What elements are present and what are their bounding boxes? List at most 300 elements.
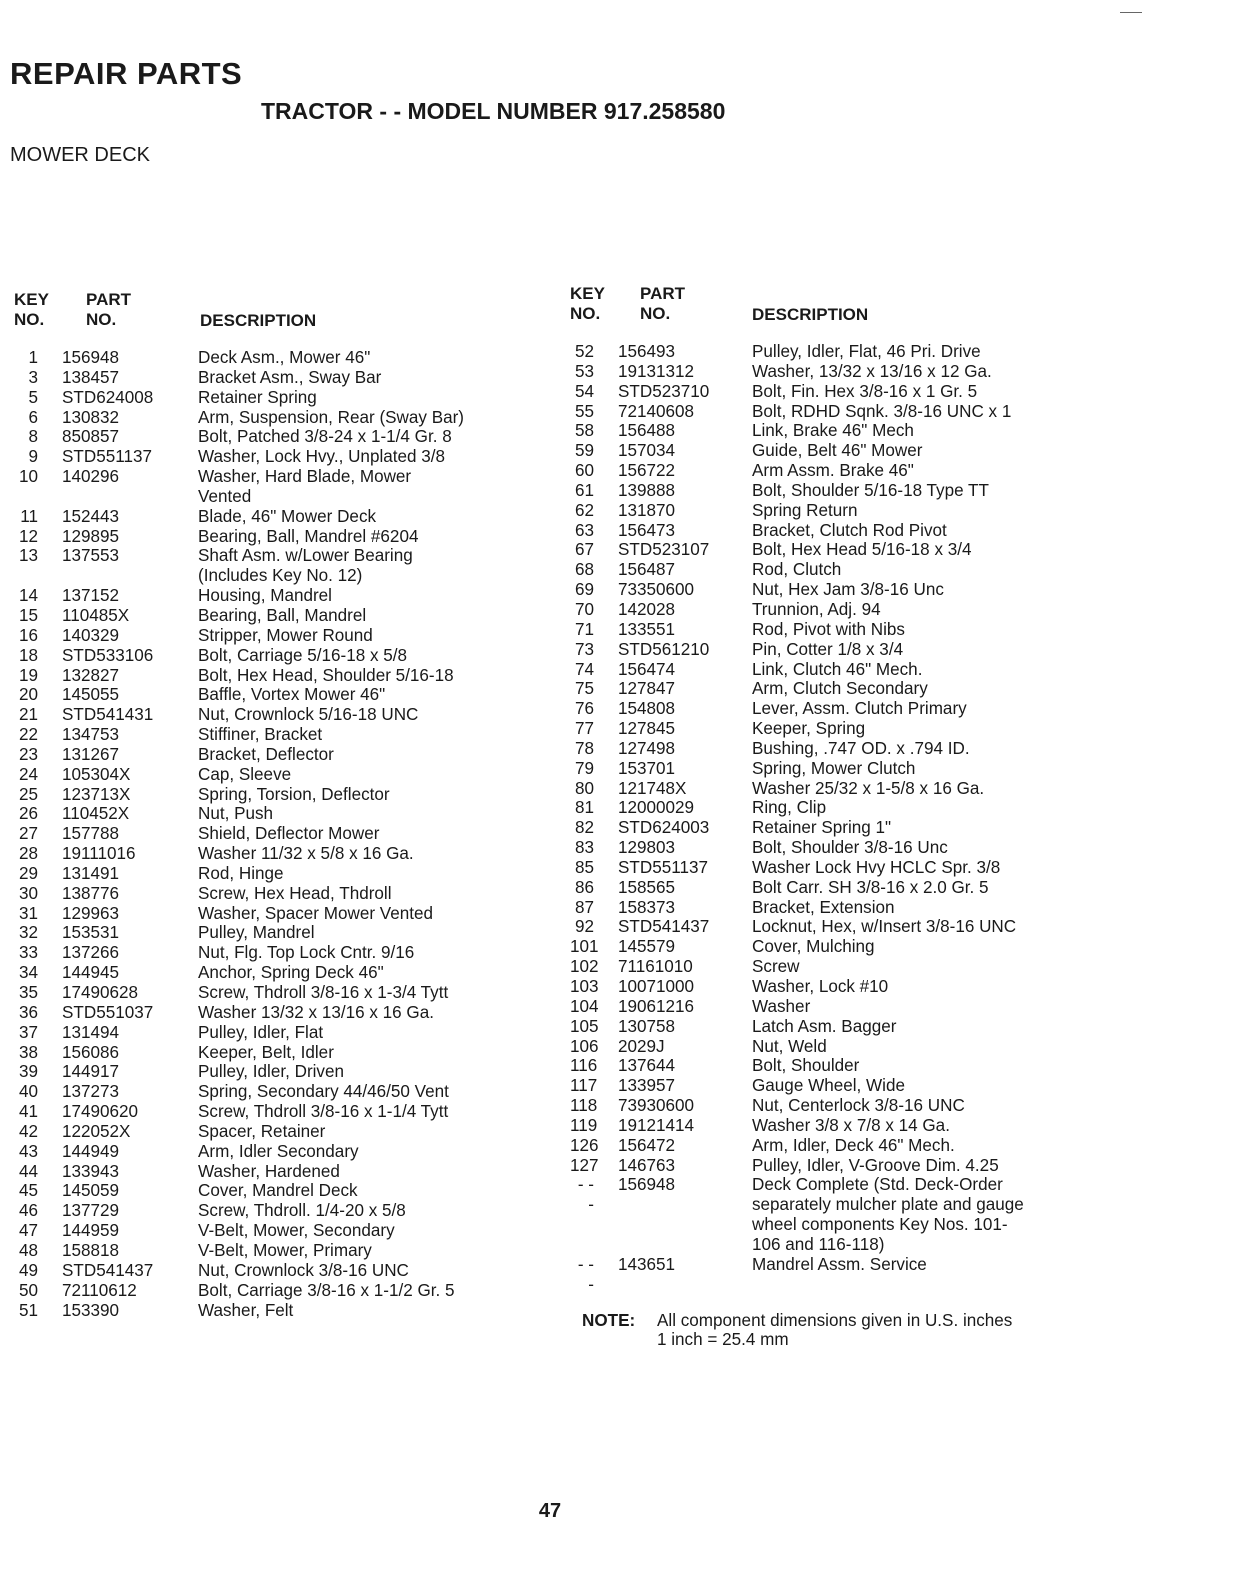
part-no: 154808 [618, 699, 676, 719]
key-no: 126 [570, 1135, 599, 1155]
part-row [14, 864, 574, 884]
key-no: 74 [574, 659, 594, 679]
part-no: 140329 [62, 625, 120, 645]
part-no: 2029J [618, 1036, 665, 1056]
part-description: Bearing, Ball, Mandrel [198, 605, 367, 625]
part-no: 73930600 [618, 1096, 695, 1116]
key-no: 62 [574, 500, 594, 520]
part-row [14, 1201, 574, 1221]
key-no: 58 [574, 421, 594, 441]
part-no: 156948 [618, 1175, 676, 1195]
part-no: 122052X [62, 1121, 131, 1141]
part-description: Latch Asm. Bagger [752, 1016, 897, 1036]
part-description: Spring, Secondary 44/46/50 Vent [198, 1082, 449, 1102]
part-description: Screw, Thdroll 3/8-16 x 1-3/4 Tytt [198, 983, 449, 1002]
key-no: 106 [570, 1036, 599, 1056]
part-no: STD561210 [618, 639, 710, 659]
part-row [570, 402, 1130, 422]
part-row [570, 997, 1130, 1017]
part-no: 158565 [618, 877, 676, 897]
part-row [570, 1136, 1130, 1156]
part-row [570, 898, 1130, 918]
key-no: 30 [18, 883, 38, 903]
part-row [570, 560, 1130, 580]
part-description: Arm Assm. Brake 46" [752, 461, 914, 481]
part-description: Trunnion, Adj. 94 [752, 599, 881, 619]
part-no: 73350600 [618, 580, 695, 600]
part-no: 17490620 [62, 1102, 139, 1122]
part-row [14, 1003, 574, 1023]
part-description: Bolt, Shoulder 3/8-16 Unc [752, 838, 948, 858]
part-no: 137152 [62, 586, 120, 606]
part-row [14, 1023, 574, 1043]
part-no: 129895 [62, 526, 120, 546]
part-row [570, 1175, 1130, 1254]
key-no: 13 [18, 546, 38, 566]
key-no: 31 [18, 903, 38, 923]
part-description: Link, Clutch 46" Mech. [752, 659, 923, 679]
key-no: 8 [28, 427, 38, 447]
key-no: 116 [570, 1056, 598, 1076]
part-row [570, 540, 1130, 560]
key-no: 23 [18, 744, 38, 764]
part-no: 157034 [618, 441, 676, 461]
key-no: 28 [18, 844, 38, 864]
part-description: Lever, Assm. Clutch Primary [752, 699, 967, 719]
part-row [14, 884, 574, 904]
key-no: 29 [18, 863, 38, 883]
part-description: Screw, Hex Head, Thdroll [198, 883, 392, 903]
part-no: 153390 [62, 1300, 120, 1320]
part-row [14, 408, 574, 428]
part-no: 10071000 [618, 977, 695, 996]
part-description: Screw, Thdroll. 1/4-20 x 5/8 [198, 1201, 406, 1221]
part-no: 12000029 [618, 798, 695, 818]
part-row [14, 785, 574, 805]
part-no: 133551 [618, 619, 676, 639]
part-no: 137553 [62, 546, 120, 566]
key-no: 33 [18, 943, 38, 963]
part-row [570, 382, 1130, 402]
part-description: Baffle, Vortex Mower 46" [198, 685, 386, 705]
part-description: Nut, Flg. Top Lock Cntr. 9/16 [198, 943, 415, 963]
part-no: 156474 [618, 659, 676, 679]
key-no: 20 [18, 685, 38, 705]
part-no: STD551137 [618, 857, 708, 877]
key-no: 12 [18, 526, 38, 546]
key-no-header-text: KEY NO. [570, 284, 605, 323]
part-row [570, 660, 1130, 680]
part-row [570, 679, 1130, 699]
key-no-header-text: KEY NO. [14, 290, 49, 329]
part-description: Stripper, Mower Round [198, 625, 373, 645]
part-row [14, 467, 574, 507]
part-description: Washer, 13/32 x 13/16 x 12 Ga. [752, 361, 992, 381]
page-number: 47 [538, 1500, 562, 1522]
part-row [14, 606, 574, 626]
part-description: Pulley, Idler, Flat, 46 Pri. Drive [752, 342, 981, 361]
part-no: 139888 [618, 480, 676, 500]
part-row [570, 620, 1130, 640]
part-no: 156472 [618, 1135, 676, 1155]
part-no: STD551137 [62, 447, 152, 467]
part-no: 132827 [62, 665, 120, 685]
key-no: 63 [574, 520, 594, 540]
part-no: 144917 [62, 1062, 120, 1082]
column-header [14, 290, 574, 348]
part-no: 19121414 [618, 1115, 695, 1135]
page-title: REPAIR PARTS [10, 56, 243, 91]
part-description: Bolt, RDHD Sqnk. 3/8-16 UNC x 1 [752, 401, 1012, 421]
part-description: Rod, Clutch [752, 560, 842, 580]
part-description: Spring Return [752, 500, 858, 520]
part-no: 137644 [618, 1056, 676, 1076]
key-no: 46 [18, 1201, 38, 1221]
part-description: Washer, Hard Blade, Mower Vented [198, 467, 412, 506]
parts-list-right [570, 342, 1130, 1295]
part-row [14, 963, 574, 983]
key-no: 37 [18, 1022, 38, 1042]
key-no: 48 [18, 1240, 38, 1260]
part-row [570, 461, 1130, 481]
part-description: Housing, Mandrel [198, 586, 332, 606]
key-no: 14 [18, 586, 38, 606]
part-description: Spacer, Retainer [198, 1121, 326, 1141]
part-row [14, 368, 574, 388]
part-row [14, 586, 574, 606]
part-no: 131267 [62, 744, 120, 764]
part-no: 156488 [618, 421, 676, 441]
part-row [570, 362, 1130, 382]
part-description: Keeper, Belt, Idler [198, 1042, 334, 1062]
part-row [14, 745, 574, 765]
key-no-header [14, 290, 49, 330]
part-row [14, 546, 574, 586]
key-no: 60 [574, 461, 594, 481]
part-row [14, 1062, 574, 1082]
part-description: Bolt, Carriage 5/16-18 x 5/8 [198, 645, 408, 665]
key-no: 42 [18, 1121, 38, 1141]
part-description: Washer 25/32 x 1-5/8 x 16 Ga. [752, 778, 985, 798]
part-row [570, 838, 1130, 858]
key-no: 5 [28, 387, 38, 407]
part-no: 156948 [62, 348, 120, 367]
part-no: 71161010 [618, 957, 693, 977]
part-no: 143651 [618, 1254, 676, 1274]
section-heading: MOWER DECK [10, 144, 150, 166]
key-no: 117 [570, 1076, 598, 1096]
part-description: Blade, 46" Mower Deck [198, 506, 377, 526]
key-no: 18 [18, 645, 38, 665]
part-row [570, 917, 1130, 937]
key-no: 103 [570, 977, 599, 996]
corner-mark [1120, 12, 1142, 13]
part-row [14, 983, 574, 1003]
part-no: 145579 [618, 937, 676, 957]
part-row [570, 1056, 1130, 1076]
part-row [570, 640, 1130, 660]
part-no: 145055 [62, 685, 120, 705]
part-no: 153701 [618, 758, 676, 778]
part-no: 137273 [62, 1082, 120, 1102]
part-row [570, 1255, 1130, 1295]
part-row [14, 1281, 574, 1301]
part-row [570, 957, 1130, 977]
key-no: 15 [18, 605, 38, 625]
part-no: 131870 [618, 500, 676, 520]
note [570, 1311, 1130, 1351]
part-row [570, 798, 1130, 818]
part-description: Bolt, Hex Head, Shoulder 5/16-18 [198, 665, 454, 685]
part-no: STD523107 [618, 540, 710, 560]
key-no: 44 [18, 1161, 38, 1181]
part-no-header-text: PART NO. [86, 290, 132, 329]
part-row [570, 779, 1130, 799]
part-description: Washer, Spacer Mower Vented [198, 903, 433, 923]
key-no: 34 [18, 963, 38, 983]
part-description: Bushing, .747 OD. x .794 ID. [752, 738, 970, 758]
part-description: Arm, Idler, Deck 46" Mech. [752, 1135, 955, 1155]
part-no: 130832 [62, 407, 120, 427]
part-row [14, 1261, 574, 1281]
part-row [14, 904, 574, 924]
part-no: 137729 [62, 1201, 120, 1221]
key-no: 19 [18, 665, 38, 685]
part-row [14, 1241, 574, 1261]
part-description: Nut, Crownlock 3/8-16 UNC [198, 1260, 409, 1280]
part-description: Washer [752, 996, 811, 1016]
part-no: STD541431 [62, 705, 154, 725]
part-no: 146763 [618, 1155, 676, 1175]
part-no: 153531 [62, 923, 120, 943]
part-description: Locknut, Hex, w/Insert 3/8-16 UNC [752, 917, 1017, 937]
part-no: 156473 [618, 520, 676, 540]
part-row [570, 441, 1130, 461]
key-no: 83 [574, 838, 594, 858]
part-description: Washer, Felt [198, 1300, 294, 1320]
part-row [570, 759, 1130, 779]
part-description: Bolt, Shoulder [752, 1056, 860, 1076]
part-description: Bracket, Extension [752, 897, 895, 917]
key-no: 1 [28, 348, 38, 367]
key-no: 118 [570, 1096, 598, 1116]
key-no: 79 [574, 758, 594, 778]
key-no: 16 [18, 625, 38, 645]
key-no: 73 [574, 639, 594, 659]
part-no: 72140608 [618, 401, 695, 421]
key-no: 55 [574, 401, 594, 421]
part-row [14, 646, 574, 666]
key-no: 3 [28, 367, 38, 387]
key-no: 11 [20, 506, 38, 526]
part-no: 157788 [62, 824, 120, 844]
part-description: Washer 3/8 x 7/8 x 14 Ga. [752, 1115, 950, 1135]
part-description: Bracket Asm., Sway Bar [198, 367, 382, 387]
part-row [14, 1142, 574, 1162]
part-row [14, 1122, 574, 1142]
part-no: 17490628 [62, 983, 139, 1002]
key-no: 36 [18, 1002, 38, 1022]
key-no: 22 [18, 725, 38, 745]
key-no-header [570, 284, 605, 324]
part-no: STD533106 [62, 645, 154, 665]
part-description: Bearing, Ball, Mandrel #6204 [198, 526, 419, 546]
key-no: 87 [574, 897, 594, 917]
part-row [14, 507, 574, 527]
part-no: 121748X [618, 778, 687, 798]
part-row [14, 685, 574, 705]
key-no: 80 [574, 778, 594, 798]
part-description: Nut, Crownlock 5/16-18 UNC [198, 705, 419, 725]
key-no: - - - [577, 1254, 594, 1294]
key-no: 38 [18, 1042, 38, 1062]
part-row [570, 521, 1130, 541]
part-description: Bolt, Shoulder 5/16-18 Type TT [752, 480, 989, 500]
part-no: STD551037 [62, 1002, 154, 1022]
key-no: 101 [570, 937, 599, 957]
part-description: Washer, Lock Hvy., Unplated 3/8 [198, 447, 446, 467]
part-no: 127498 [618, 738, 676, 758]
part-description: Pin, Cotter 1/8 x 3/4 [752, 639, 904, 659]
key-no: 71 [574, 619, 594, 639]
part-no: 145059 [62, 1181, 120, 1201]
key-no: 68 [574, 560, 594, 580]
parts-list-left [14, 348, 574, 1320]
part-row [570, 1156, 1130, 1176]
part-description: Washer, Lock #10 [752, 977, 889, 996]
key-no: 53 [574, 361, 594, 381]
part-no: 72110612 [62, 1280, 137, 1300]
part-description: Nut, Push [198, 804, 274, 824]
key-no: 67 [574, 540, 594, 560]
part-description: Rod, Hinge [198, 863, 284, 883]
part-description: Shield, Deflector Mower [198, 824, 380, 844]
part-description: Retainer Spring 1" [752, 818, 892, 838]
part-row [570, 342, 1130, 362]
part-description: Bracket, Deflector [198, 744, 334, 764]
part-no: 158818 [62, 1240, 120, 1260]
part-no: 130758 [618, 1016, 676, 1036]
part-row [570, 481, 1130, 501]
part-description: V-Belt, Mower, Primary [198, 1240, 372, 1260]
part-no: 127847 [618, 679, 676, 699]
description-header: DESCRIPTION [200, 311, 317, 330]
part-description: Pulley, Idler, V-Groove Dim. 4.25 [752, 1155, 999, 1175]
part-row [14, 527, 574, 547]
part-description: V-Belt, Mower, Secondary [198, 1221, 395, 1241]
part-description: Rod, Pivot with Nibs [752, 619, 905, 639]
part-row [570, 501, 1130, 521]
key-no: 77 [574, 719, 594, 739]
part-description: Retainer Spring [198, 387, 317, 407]
part-description: Bracket, Clutch Rod Pivot [752, 520, 947, 540]
key-no: 39 [18, 1062, 38, 1082]
parts-column-right [570, 284, 1130, 1350]
part-row [14, 844, 574, 864]
part-no: 19111016 [62, 844, 136, 864]
part-row [14, 725, 574, 745]
part-row [570, 1116, 1130, 1136]
key-no: 32 [18, 923, 38, 943]
part-row [570, 977, 1130, 997]
part-row [14, 804, 574, 824]
part-no: 110485X [62, 605, 130, 625]
part-description: Mandrel Assm. Service [752, 1254, 927, 1274]
part-row [14, 1301, 574, 1321]
key-no: 27 [18, 824, 38, 844]
part-no: 127845 [618, 719, 676, 739]
part-no: 105304X [62, 764, 131, 784]
part-no: 156086 [62, 1042, 120, 1062]
part-description: Nut, Hex Jam 3/8-16 Unc [752, 580, 944, 600]
part-no: 133943 [62, 1161, 120, 1181]
part-row [570, 600, 1130, 620]
key-no: 75 [574, 679, 594, 699]
part-row [570, 1017, 1130, 1037]
key-no: 102 [570, 957, 599, 977]
key-no: 43 [18, 1141, 38, 1161]
part-no: STD523710 [618, 381, 710, 401]
key-no: 52 [574, 342, 594, 361]
part-description: Ring, Clip [752, 798, 827, 818]
part-no: 140296 [62, 467, 120, 487]
key-no: 9 [28, 447, 38, 467]
part-no: STD541437 [618, 917, 710, 937]
part-description: Screw, Thdroll 3/8-16 x 1-1/4 Tytt [198, 1102, 449, 1122]
part-description: Cover, Mulching [752, 937, 875, 957]
part-description: Deck Asm., Mower 46" [198, 348, 371, 367]
part-no: 144945 [62, 963, 120, 983]
part-description: Bolt, Carriage 3/8-16 x 1-1/2 Gr. 5 [198, 1280, 455, 1300]
model-heading: TRACTOR - - MODEL NUMBER 917.258580 [261, 98, 726, 124]
part-no: 144959 [62, 1221, 120, 1241]
key-no: 35 [18, 983, 38, 1002]
part-no: 152443 [62, 506, 120, 526]
part-row [570, 1096, 1130, 1116]
part-row [14, 923, 574, 943]
part-row [14, 388, 574, 408]
column-header [570, 284, 1130, 342]
key-no: 50 [18, 1280, 38, 1300]
part-no: 129963 [62, 903, 120, 923]
part-row [14, 765, 574, 785]
part-row [570, 818, 1130, 838]
part-no: 123713X [62, 784, 131, 804]
note-text: All component dimensions given in U.S. inches 1 inch = 25.4 mm [657, 1310, 1013, 1350]
part-row [570, 421, 1130, 441]
part-description: Bolt, Hex Head 5/16-18 x 3/4 [752, 540, 972, 560]
part-description: Bolt Carr. SH 3/8-16 x 2.0 Gr. 5 [752, 877, 989, 897]
key-no: 24 [18, 764, 38, 784]
part-description: Washer Lock Hvy HCLC Spr. 3/8 [752, 857, 1001, 877]
part-description: Shaft Asm. w/Lower Bearing (Includes Key No. 12) [198, 546, 413, 586]
part-description: Deck Complete (Std. Deck-Order separately mulcher plate and gauge wheel components Key Nos. 101- 106 and 116-118) [752, 1175, 1024, 1254]
part-description: Pulley, Mandrel [198, 923, 315, 943]
part-row [570, 739, 1130, 759]
key-no: 54 [574, 381, 594, 401]
part-description: Arm, Idler Secondary [198, 1141, 359, 1161]
part-row [14, 1162, 574, 1182]
part-row [14, 348, 574, 368]
part-row [14, 943, 574, 963]
part-row [14, 1082, 574, 1102]
description-header: DESCRIPTION [752, 305, 869, 324]
key-no: 82 [574, 818, 594, 838]
part-no: 134753 [62, 725, 120, 745]
part-row [570, 1037, 1130, 1057]
part-description: Spring, Mower Clutch [752, 758, 916, 778]
key-no: 76 [574, 699, 594, 719]
